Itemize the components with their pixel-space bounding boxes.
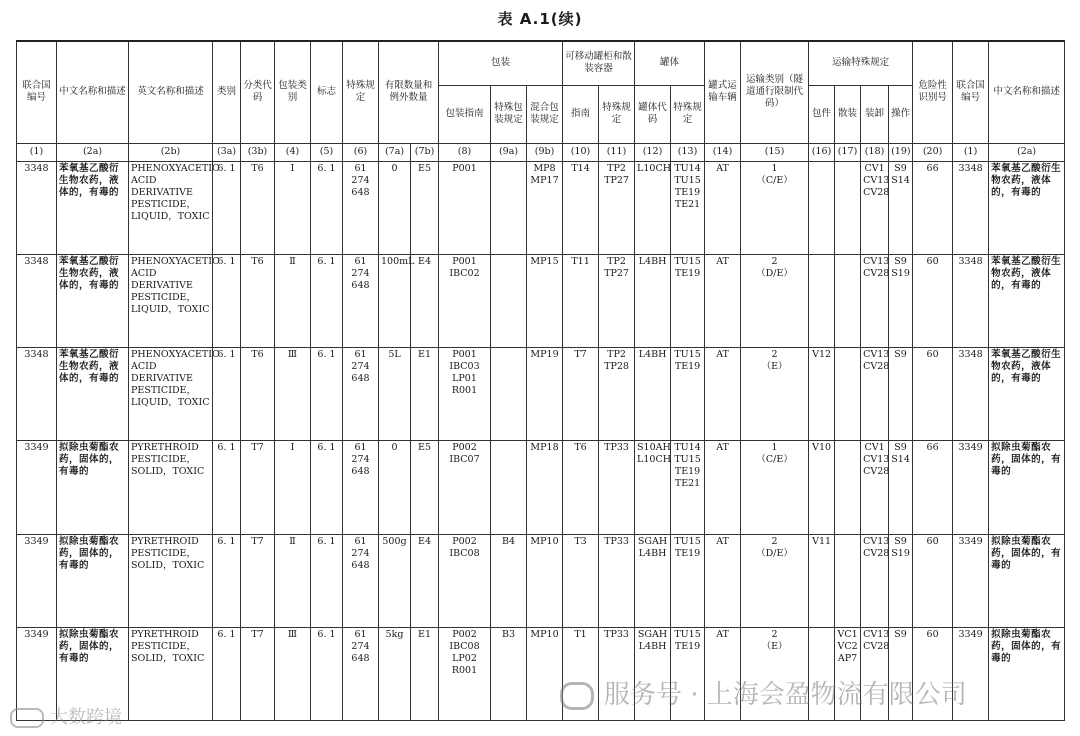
cell-ld: CV1 CV13 CV28	[861, 441, 889, 534]
cell-pkg	[809, 254, 835, 347]
cell-un: 3348	[17, 348, 57, 441]
header-vehicle: 罐式运输车辆	[705, 41, 741, 143]
cell-en: PHENOXYACETIC ACID DERIVATIVE PESTICIDE，LIQUID，TOXIC	[129, 161, 213, 254]
column-number-cell: (1)	[17, 143, 57, 161]
cell-eq: E4	[411, 534, 439, 627]
cell-un: 3349	[17, 441, 57, 534]
cell-ti: T11	[563, 254, 599, 347]
cell-pg: Ⅱ	[275, 534, 311, 627]
cell-veh: AT	[705, 627, 741, 720]
cell-pkg	[809, 161, 835, 254]
cell-pkg: V11	[809, 534, 835, 627]
cell-op: S9	[889, 348, 913, 441]
column-number-cell: (19)	[889, 143, 913, 161]
column-number-cell: (3a)	[213, 143, 241, 161]
cell-code: T7	[241, 534, 275, 627]
cell-spp	[491, 441, 527, 534]
cell-lbl: 6. 1	[311, 161, 343, 254]
cell-lbl: 6. 1	[311, 348, 343, 441]
wechat-icon	[560, 682, 594, 710]
column-number-cell: (9b)	[527, 143, 563, 161]
cell-cls: 6. 1	[213, 627, 241, 720]
cell-spp	[491, 254, 527, 347]
cell-tcat: 2 （E）	[741, 348, 809, 441]
cell-mp: MP18	[527, 441, 563, 534]
cell-mp: MP10	[527, 627, 563, 720]
header-hazard-id: 危险性识别号	[913, 41, 953, 143]
cell-cls: 6. 1	[213, 161, 241, 254]
cell-un: 3348	[17, 254, 57, 347]
cell-tc: SGAH L4BH	[635, 627, 671, 720]
cell-mp: MP8 MP17	[527, 161, 563, 254]
cell-blk	[835, 161, 861, 254]
cell-lq: 100mL	[379, 254, 411, 347]
cell-pi: P001	[439, 161, 491, 254]
cell-tcat: 1 （C/E）	[741, 441, 809, 534]
cell-un2: 3349	[953, 534, 989, 627]
cell-pg: Ⅰ	[275, 161, 311, 254]
cell-tsp: TU15 TE19	[671, 254, 705, 347]
header-operation: 操作	[889, 85, 913, 143]
cell-lq: 500g	[379, 534, 411, 627]
header-portable-tanks: 可移动罐柜和散装容器	[563, 41, 635, 85]
cell-un2: 3348	[953, 348, 989, 441]
column-number-cell: (5)	[311, 143, 343, 161]
cell-en: PYRETHROID PESTICIDE，SOLID，TOXIC	[129, 441, 213, 534]
cell-veh: AT	[705, 348, 741, 441]
cell-un: 3349	[17, 627, 57, 720]
cell-cn: 拟除虫菊酯农药，固体的，有毒的	[57, 441, 129, 534]
cell-sp: 61 274 648	[343, 348, 379, 441]
column-number-cell: (20)	[913, 143, 953, 161]
cell-ld: CV13 CV28	[861, 627, 889, 720]
cell-tc: SGAH L4BH	[635, 534, 671, 627]
cell-lq: 0	[379, 161, 411, 254]
table-title: 表 A.1(续)	[497, 10, 583, 28]
cell-hid: 66	[913, 441, 953, 534]
cell-mp: MP10	[527, 534, 563, 627]
cell-cn2: 苯氧基乙酸衍生物农药，液体的，有毒的	[989, 161, 1065, 254]
column-number-cell: (16)	[809, 143, 835, 161]
cell-ts: TP33	[599, 534, 635, 627]
cell-pi: P002 IBC07	[439, 441, 491, 534]
cell-ts: TP2 TP27	[599, 161, 635, 254]
cell-op: S9 S19	[889, 254, 913, 347]
cell-cn: 苯氧基乙酸衍生物农药，液体的，有毒的	[57, 254, 129, 347]
cell-spp	[491, 161, 527, 254]
cell-cls: 6. 1	[213, 441, 241, 534]
cell-cls: 6. 1	[213, 254, 241, 347]
header-package: 包件	[809, 85, 835, 143]
column-number-cell: (2a)	[989, 143, 1065, 161]
cell-pkg: V12	[809, 348, 835, 441]
cell-hid: 60	[913, 627, 953, 720]
header-bulk: 散装	[835, 85, 861, 143]
cell-tcat: 1 （C/E）	[741, 161, 809, 254]
dangerous-goods-table	[16, 40, 1065, 721]
table-row	[17, 254, 1065, 347]
cell-cn2: 拟除虫菊酯农药，固体的，有毒的	[989, 627, 1065, 720]
cell-pi: P001 IBC02	[439, 254, 491, 347]
cell-ti: T6	[563, 441, 599, 534]
cell-cn: 拟除虫菊酯农药，固体的，有毒的	[57, 534, 129, 627]
header-limited-qty: 有限数量和例外数量	[379, 41, 439, 143]
cell-pkg: V10	[809, 441, 835, 534]
header-cn-name: 中文名称和描述	[57, 41, 129, 143]
cell-cn2: 拟除虫菊酯农药，固体的，有毒的	[989, 534, 1065, 627]
cell-sp: 61 274 648	[343, 441, 379, 534]
header-special-packing: 特殊包装规定	[491, 85, 527, 143]
cell-code: T7	[241, 441, 275, 534]
cell-un2: 3348	[953, 161, 989, 254]
table-row	[17, 441, 1065, 534]
cell-pg: Ⅱ	[275, 254, 311, 347]
cell-pg: Ⅲ	[275, 627, 311, 720]
cell-pg: Ⅰ	[275, 441, 311, 534]
cell-sp: 61 274 648	[343, 161, 379, 254]
cell-lbl: 6. 1	[311, 627, 343, 720]
cell-mp: MP15	[527, 254, 563, 347]
cell-en: PHENOXYACETIC ACID DERIVATIVE PESTICIDE，LIQUID，TOXIC	[129, 254, 213, 347]
column-number-row	[17, 143, 1065, 161]
column-number-cell: (1)	[953, 143, 989, 161]
cell-ti: T7	[563, 348, 599, 441]
cell-sp: 61 274 648	[343, 254, 379, 347]
column-number-cell: (17)	[835, 143, 861, 161]
cell-tsp: TU14 TU15 TE19 TE21	[671, 161, 705, 254]
table-row	[17, 348, 1065, 441]
column-number-cell: (7b)	[411, 143, 439, 161]
cell-ts: TP2 TP27	[599, 254, 635, 347]
column-number-cell: (12)	[635, 143, 671, 161]
cell-op: S9	[889, 627, 913, 720]
column-number-cell: (10)	[563, 143, 599, 161]
cell-sp: 61 274 648	[343, 627, 379, 720]
cell-sp: 61 274 648	[343, 534, 379, 627]
cell-cn2: 苯氧基乙酸衍生物农药，液体的，有毒的	[989, 348, 1065, 441]
cell-lbl: 6. 1	[311, 441, 343, 534]
cell-op: S9 S14	[889, 161, 913, 254]
cell-op: S9 S14	[889, 441, 913, 534]
cell-ld: CV13 CV28	[861, 254, 889, 347]
cell-ld: CV13 CV28	[861, 348, 889, 441]
cell-pg: Ⅲ	[275, 348, 311, 441]
cell-tc: L4BH	[635, 254, 671, 347]
cell-tsp: TU14 TU15 TE19 TE21	[671, 441, 705, 534]
cell-veh: AT	[705, 254, 741, 347]
column-number-cell: (7a)	[379, 143, 411, 161]
cell-cls: 6. 1	[213, 348, 241, 441]
cell-ld: CV1 CV13 CV28	[861, 161, 889, 254]
watermark-brand	[10, 703, 122, 729]
cell-op: S9 S19	[889, 534, 913, 627]
cell-tsp: TU15 TE19	[671, 627, 705, 720]
cell-code: T6	[241, 254, 275, 347]
cell-un: 3349	[17, 534, 57, 627]
cell-tcat: 2 （E）	[741, 627, 809, 720]
cell-ti: T1	[563, 627, 599, 720]
header-tank-code: 罐体代码	[635, 85, 671, 143]
column-number-cell: (15)	[741, 143, 809, 161]
cell-tcat: 2 （D/E）	[741, 534, 809, 627]
cell-eq: E4	[411, 254, 439, 347]
cell-en: PHENOXYACETIC ACID DERIVATIVE PESTICIDE，LIQUID，TOXIC	[129, 348, 213, 441]
header-transport-category: 运输类别（隧道通行限制代码）	[741, 41, 809, 143]
header-special-provisions: 特殊规定	[343, 41, 379, 143]
cell-eq: E5	[411, 441, 439, 534]
cell-en: PYRETHROID PESTICIDE，SOLID，TOXIC	[129, 627, 213, 720]
header-packing-group: 包装类别	[275, 41, 311, 143]
cell-veh: AT	[705, 441, 741, 534]
cell-lbl: 6. 1	[311, 254, 343, 347]
cell-cn: 苯氧基乙酸衍生物农药，液体的，有毒的	[57, 348, 129, 441]
header-cn-name-right: 中文名称和描述	[989, 41, 1065, 143]
column-number-cell: (13)	[671, 143, 705, 161]
cell-blk	[835, 441, 861, 534]
cell-blk	[835, 348, 861, 441]
cell-spp	[491, 348, 527, 441]
watermark-company	[560, 674, 967, 711]
cell-blk: VC1 VC2 AP7	[835, 627, 861, 720]
header-packaging: 包装	[439, 41, 563, 85]
column-number-cell: (2a)	[57, 143, 129, 161]
column-number-cell: (4)	[275, 143, 311, 161]
cell-en: PYRETHROID PESTICIDE，SOLID，TOXIC	[129, 534, 213, 627]
cell-un2: 3348	[953, 254, 989, 347]
cell-spp: B4	[491, 534, 527, 627]
cell-tc: L4BH	[635, 348, 671, 441]
cell-ts: TP33	[599, 441, 635, 534]
cell-code: T6	[241, 161, 275, 254]
cell-tcat: 2 （D/E）	[741, 254, 809, 347]
cell-ld: CV13 CV28	[861, 534, 889, 627]
header-transport-special: 运输特殊规定	[809, 41, 913, 85]
cell-tc: L10CH	[635, 161, 671, 254]
cell-eq: E5	[411, 161, 439, 254]
header-tank-instr: 指南	[563, 85, 599, 143]
cell-cn: 苯氧基乙酸衍生物农药，液体的，有毒的	[57, 161, 129, 254]
watermark-company-text: 服务号 · 上海会盈物流有限公司	[604, 680, 967, 710]
cell-cn2: 苯氧基乙酸衍生物农药，液体的，有毒的	[989, 254, 1065, 347]
cell-hid: 60	[913, 348, 953, 441]
cell-ts: TP2 TP28	[599, 348, 635, 441]
cell-eq: E1	[411, 348, 439, 441]
cell-lbl: 6. 1	[311, 534, 343, 627]
header-en-name: 英文名称和描述	[129, 41, 213, 143]
cell-ti: T3	[563, 534, 599, 627]
cell-cn2: 拟除虫菊酯农药，固体的，有毒的	[989, 441, 1065, 534]
table-row	[17, 161, 1065, 254]
column-number-cell: (6)	[343, 143, 379, 161]
cell-veh: AT	[705, 534, 741, 627]
cell-veh: AT	[705, 161, 741, 254]
cell-code: T7	[241, 627, 275, 720]
cell-tsp: TU15 TE19	[671, 348, 705, 441]
column-number-cell: (11)	[599, 143, 635, 161]
cell-tsp: TU15 TE19	[671, 534, 705, 627]
cell-un: 3348	[17, 161, 57, 254]
header-mixed-packing: 混合包装规定	[527, 85, 563, 143]
cell-pi: P001 IBC03 LP01 R001	[439, 348, 491, 441]
cell-pi: P002 IBC08	[439, 534, 491, 627]
header-class-code: 分类代码	[241, 41, 275, 143]
cell-tc: S10AH L10CH	[635, 441, 671, 534]
cell-lq: 5L	[379, 348, 411, 441]
header-un-no-right: 联合国编号	[953, 41, 989, 143]
cell-pi: P002 IBC08 LP02 R001	[439, 627, 491, 720]
column-number-cell: (2b)	[129, 143, 213, 161]
header-tank-special2: 特殊规定	[671, 85, 705, 143]
table-row	[17, 534, 1065, 627]
cell-un2: 3349	[953, 627, 989, 720]
cell-ts: TP33	[599, 627, 635, 720]
cell-cn: 拟除虫菊酯农药，固体的，有毒的	[57, 627, 129, 720]
cell-eq: E1	[411, 627, 439, 720]
column-number-cell: (18)	[861, 143, 889, 161]
cell-spp: B3	[491, 627, 527, 720]
header-tank: 罐体	[635, 41, 705, 85]
cell-lq: 5kg	[379, 627, 411, 720]
cell-code: T6	[241, 348, 275, 441]
column-number-cell: (14)	[705, 143, 741, 161]
cell-mp: MP19	[527, 348, 563, 441]
cell-blk	[835, 534, 861, 627]
column-number-cell: (8)	[439, 143, 491, 161]
brand-logo-icon	[10, 708, 44, 728]
cell-ti: T14	[563, 161, 599, 254]
header-packing-instr: 包装指南	[439, 85, 491, 143]
cell-cls: 6. 1	[213, 534, 241, 627]
header-class: 类别	[213, 41, 241, 143]
cell-hid: 60	[913, 534, 953, 627]
cell-lq: 0	[379, 441, 411, 534]
column-number-cell: (3b)	[241, 143, 275, 161]
cell-blk	[835, 254, 861, 347]
cell-un2: 3349	[953, 441, 989, 534]
header-labels: 标志	[311, 41, 343, 143]
cell-hid: 60	[913, 254, 953, 347]
header-un-no: 联合国编号	[17, 41, 57, 143]
header-tank-special: 特殊规定	[599, 85, 635, 143]
watermark-brand-text: 大数跨境	[50, 707, 122, 728]
header-loading: 装卸	[861, 85, 889, 143]
column-number-cell: (9a)	[491, 143, 527, 161]
cell-hid: 66	[913, 161, 953, 254]
